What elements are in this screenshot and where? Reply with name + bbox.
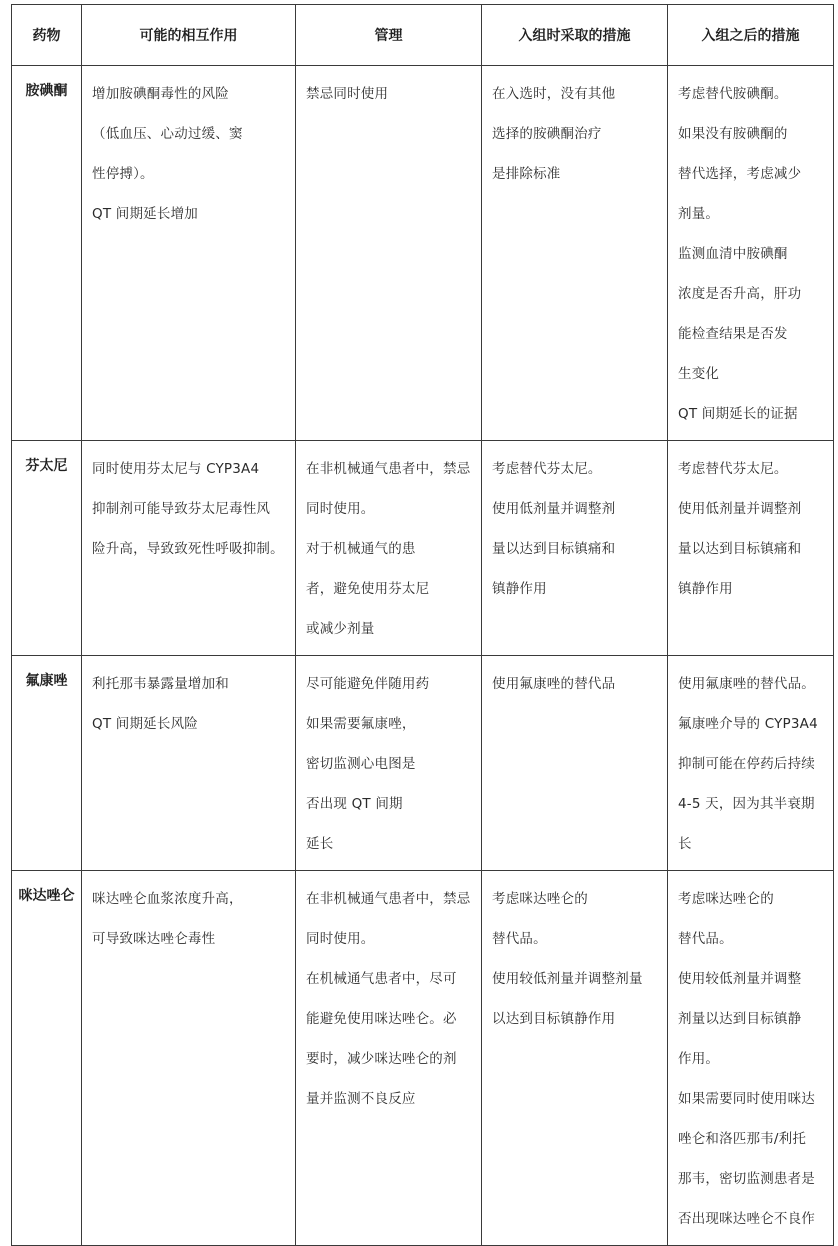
cell-drug-name: 胺碘酮 [12,66,82,441]
cell-text-line: 选择的胺碘酮治疗 [492,126,602,142]
cell-interaction [82,66,296,441]
cell-text-line: QT 间期延长风险 [92,716,198,732]
cell-text-line: 量以达到目标镇痛和 [492,541,616,557]
cell-text-line: 生变化 [678,366,720,382]
cell-text-line: 考虑咪达唑仑的 [492,891,588,907]
cell-text-line: 使用氟康唑的替代品。 [678,676,815,692]
cell-text-line: 如果需要同时使用咪达 [678,1091,815,1107]
cell-text-line: 在入选时，没有其他 [492,86,616,102]
cell-text-line: 镇静作用 [492,581,547,597]
cell-text-line: 替代选择，考虑减少 [678,166,802,182]
cell-text-line: 密切监测心电图是 [306,756,416,772]
drug-interaction-table-container [11,4,833,1246]
cell-text-line: QT 间期延长的证据 [678,406,798,422]
cell-text-line: 是排除标准 [492,166,561,182]
cell-drug-name: 芬太尼 [12,441,82,656]
cell-post-enrollment-measures [668,441,834,656]
cell-interaction [82,441,296,656]
cell-text-line: 同时使用芬太尼与 CYP3A4 [92,461,260,477]
cell-text-line: 唑仑和洛匹那韦/利托 [678,1131,807,1147]
cell-post-enrollment-measures [668,656,834,871]
cell-post-enrollment-measures [668,66,834,441]
cell-text-line: 剂量。 [678,206,720,222]
cell-text-line: 浓度是否升高，肝功 [678,286,802,302]
cell-management [296,441,482,656]
cell-text-line: 延长 [306,836,334,852]
cell-text-line: 考虑替代芬太尼。 [678,461,788,477]
header-interaction: 可能的相互作用 [82,5,296,66]
cell-text-line: 替代品。 [678,931,733,947]
cell-text-line: 要时，减少咪达唑仑的剂 [306,1051,457,1067]
header-drug: 药物 [12,5,82,66]
cell-management [296,871,482,1246]
cell-text-line: 者，避免使用芬太尼 [306,581,430,597]
cell-text-line: 抑制可能在停药后持续 [678,756,815,772]
header-post-enrollment-measures: 入组之后的措施 [668,5,834,66]
cell-interaction [82,656,296,871]
cell-text-line: 氟康唑介导的 CYP3A4 [678,716,818,732]
cell-text-line: 否出现咪达唑仑不良作 [678,1211,815,1227]
cell-text-line: 同时使用。 [306,501,375,517]
cell-text-line: 长 [678,836,692,852]
cell-interaction [82,871,296,1246]
cell-text-line: 同时使用。 [306,931,375,947]
cell-text-line: 考虑替代芬太尼。 [492,461,602,477]
cell-management [296,656,482,871]
cell-drug-name: 氟康唑 [12,656,82,871]
header-management: 管理 [296,5,482,66]
cell-text-line: 那韦，密切监测患者是 [678,1171,815,1187]
cell-text-line: 可导致咪达唑仑毒性 [92,931,216,947]
cell-drug-name: 咪达唑仑 [12,871,82,1246]
cell-text-line: 使用较低剂量并调整剂量 [492,971,643,987]
cell-text-line: 替代品。 [492,931,547,947]
cell-text-line: 使用低剂量并调整剂 [492,501,616,517]
cell-text-line: 咪达唑仑血浆浓度升高， [92,891,243,907]
cell-text-line: 剂量以达到目标镇静 [678,1011,802,1027]
cell-text-line: 能避免使用咪达唑仑。必 [306,1011,457,1027]
table-body [12,66,834,1246]
table-row [12,441,834,656]
cell-text-line: 4-5 天，因为其半衰期 [678,796,815,812]
cell-text-line: 尽可能避免伴随用药 [306,676,430,692]
cell-text-line: 在非机械通气患者中，禁忌 [306,891,471,907]
cell-text-line: 量并监测不良反应 [306,1091,416,1107]
cell-text-line: 或减少剂量 [306,621,375,637]
cell-text-line: 增加胺碘酮毒性的风险 [92,86,229,102]
cell-text-line: 监测血清中胺碘酮 [678,246,788,262]
cell-text-line: 以达到目标镇静作用 [492,1011,616,1027]
drug-interaction-table [11,4,834,1246]
cell-text-line: （低血压、心动过缓、窦 [92,126,243,142]
cell-text-line: 使用氟康唑的替代品 [492,676,616,692]
header-enrollment-measures: 入组时采取的措施 [482,5,668,66]
table-header-row [12,5,834,66]
cell-text-line: 险升高，导致致死性呼吸抑制。 [92,541,284,557]
cell-text-line: 使用较低剂量并调整 [678,971,802,987]
cell-enrollment-measures [482,871,668,1246]
table-row [12,66,834,441]
cell-text-line: 抑制剂可能导致芬太尼毒性风 [92,501,271,517]
cell-text-line: 如果没有胺碘酮的 [678,126,788,142]
cell-text-line: 作用。 [678,1051,720,1067]
cell-post-enrollment-measures [668,871,834,1246]
cell-text-line: QT 间期延长增加 [92,206,198,222]
cell-text-line: 否出现 QT 间期 [306,796,403,812]
table-row [12,656,834,871]
cell-text-line: 量以达到目标镇痛和 [678,541,802,557]
table-row [12,871,834,1246]
cell-text-line: 镇静作用 [678,581,733,597]
cell-text-line: 考虑咪达唑仑的 [678,891,774,907]
cell-text-line: 使用低剂量并调整剂 [678,501,802,517]
cell-enrollment-measures [482,656,668,871]
cell-text-line: 禁忌同时使用 [306,86,389,102]
cell-enrollment-measures [482,441,668,656]
cell-text-line: 在机械通气患者中，尽可 [306,971,457,987]
cell-text-line: 考虑替代胺碘酮。 [678,86,788,102]
cell-text-line: 利托那韦暴露量增加和 [92,676,229,692]
cell-text-line: 性停搏）。 [92,166,154,182]
cell-text-line: 对于机械通气的患 [306,541,416,557]
cell-enrollment-measures [482,66,668,441]
cell-text-line: 如果需要氟康唑， [306,716,416,732]
cell-text-line: 能检查结果是否发 [678,326,788,342]
cell-text-line: 在非机械通气患者中，禁忌 [306,461,471,477]
cell-management [296,66,482,441]
